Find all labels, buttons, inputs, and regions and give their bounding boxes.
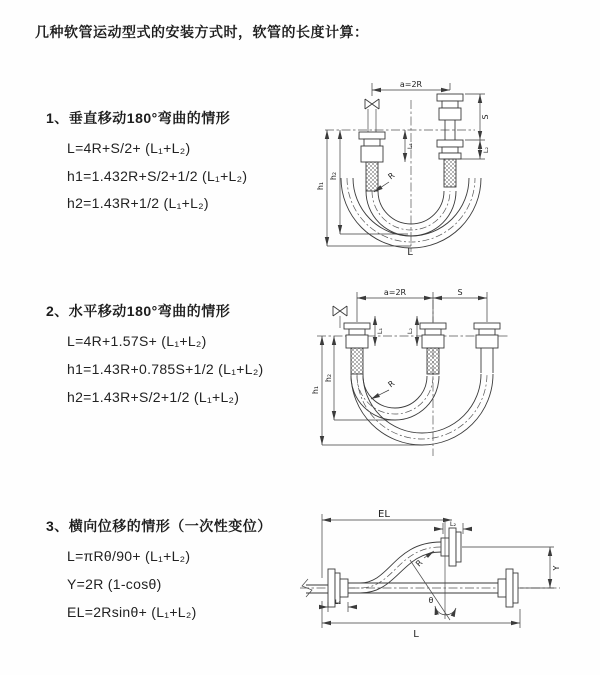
right-fitting-upper xyxy=(437,94,463,140)
dimension-h2-label: h₂ xyxy=(324,373,333,383)
right-fitting-moved xyxy=(474,323,500,373)
section2-formula-h1: h1=1.43R+0.785S+1/2 (L₁+L₂) xyxy=(67,361,264,377)
section3-formula-Y: Y=2R (1-cosθ) xyxy=(67,576,162,592)
dimension-h2-label: h₂ xyxy=(329,171,338,181)
section1-formula-h1: h1=1.432R+S/2+1/2 (L₁+L₂) xyxy=(67,168,248,184)
braided-section xyxy=(444,159,456,187)
dimension-el-label: EL xyxy=(378,509,390,520)
right-fitting-lower xyxy=(437,140,463,187)
diagram-vertical-movement xyxy=(313,76,571,256)
dimension-el xyxy=(322,509,452,578)
dimension-l1-label: L₁ xyxy=(376,327,384,335)
section1-heading: 1、垂直移动180°弯曲的情形 xyxy=(46,110,231,126)
dimension-width-label: a=2R xyxy=(399,80,423,89)
dimension-l1-label: L₁ xyxy=(406,142,414,150)
dimension-l1 xyxy=(375,316,384,346)
dimension-l2-label: L₂ xyxy=(482,146,490,154)
middle-fitting xyxy=(420,323,446,374)
braided-section xyxy=(351,348,363,374)
dimension-width xyxy=(357,288,487,322)
left-fitting xyxy=(344,323,370,374)
angle-theta-label: θ xyxy=(428,596,434,605)
radius-label: R xyxy=(414,558,425,569)
right-flange-displaced xyxy=(441,528,461,566)
section3-heading: 3、横向位移的情形（一次性变位） xyxy=(46,518,272,534)
valve-icon xyxy=(365,99,379,132)
diagram-horizontal-movement xyxy=(313,286,571,461)
hose-arcs xyxy=(351,374,493,445)
dimension-y-label: Y xyxy=(552,565,561,571)
dimension-length-label: L xyxy=(413,629,419,640)
radius-label: R xyxy=(386,378,397,390)
section1-formula-h2: h2=1.43R+1/2 (L₁+L₂) xyxy=(67,195,209,211)
section3-formula-EL: EL=2Rsinθ+ (L₁+L₂) xyxy=(67,604,197,620)
dimension-l2-label: L₂ xyxy=(406,327,414,335)
left-fitting xyxy=(359,132,385,191)
diagram-lateral-displacement xyxy=(298,506,583,648)
dimension-h1-label: h₁ xyxy=(316,181,325,191)
dimension-l1 xyxy=(405,130,414,162)
dimension-s-label: S xyxy=(481,114,490,120)
dimension-l2-label: L₂ xyxy=(449,520,457,528)
radius-leader xyxy=(371,379,397,399)
radius-leader xyxy=(414,551,434,568)
right-flange-straight xyxy=(498,569,518,607)
dimension-s-label: S xyxy=(457,288,463,297)
dimension-l2 xyxy=(406,316,417,346)
page-title: 几种软管运动型式的安装方式时，软管的长度计算： xyxy=(35,24,369,40)
dimension-l1 xyxy=(320,598,356,612)
dimension-h1-label: h₁ xyxy=(311,385,320,395)
dimension-width-label: a=2R xyxy=(383,288,407,297)
dimension-l1-label: L₁ xyxy=(334,598,342,606)
section2-formula-h2: h2=1.43R+S/2+1/2 (L₁+L₂) xyxy=(67,389,240,405)
section2-heading: 2、水平移动180°弯曲的情形 xyxy=(46,303,231,319)
length-label: L xyxy=(407,247,413,258)
braided-section xyxy=(366,162,378,191)
section2-formula-L: L=4R+1.57S+ (L₁+L₂) xyxy=(67,333,207,349)
dimension-s xyxy=(465,94,490,140)
braided-section xyxy=(427,348,439,374)
radius-label: R xyxy=(386,170,397,182)
section1-formula-L: L=4R+S/2+ (L₁+L₂) xyxy=(67,140,191,156)
section3-formula-L: L=πRθ/90+ (L₁+L₂) xyxy=(67,548,191,564)
